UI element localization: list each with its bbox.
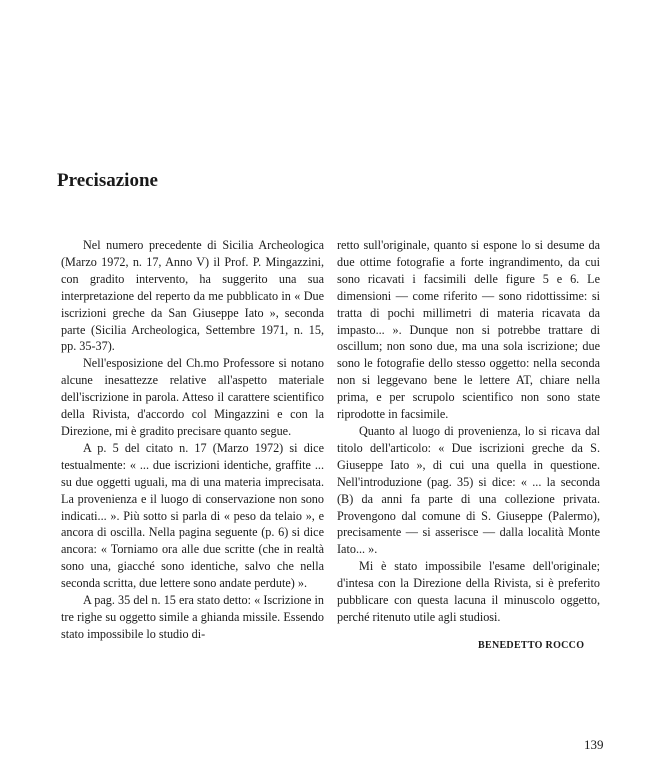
paragraph: A pag. 35 del n. 15 era stato detto: « Iscrizione in tre righe su oggetto simile a ghianda missile. Essendo stato impossibile lo studio di- [61,593,324,641]
right-column [337,237,600,626]
paragraph: Mi è stato impossibile l'esame dell'originale; d'intesa con la Direzione della Rivista, si è preferito pubblicare con questa lacuna il minuscolo oggetto, perché ritenuto utile agli studiosi. [337,559,600,624]
article-title: Precisazione [57,170,158,191]
paragraph: Quanto al luogo di provenienza, lo si ricava dal titolo dell'articolo: « Due iscrizioni greche da S. Giuseppe Iato », di cui una quella in questione. Nell'introduzione (pag. 35) si dice: « ... la seconda (B) da anni fa parte di una collezione privata. Provengono dal comune di S. Giuseppe (Palermo), precisamente — si asserisce — dalla località Monte Iato... ». [337,423,600,557]
author-signature: BENEDETTO ROCCO [478,640,585,651]
paragraph: A p. 5 del citato n. 17 (Marzo 1972) si dice testualmente: « ... due iscrizioni identiche, graffite ... su due oggetti uguali, ma di una materia imprecisata. La provenienza e il luogo di conservazione non sono indicati... ». Più sotto si parla di « peso da telaio », e ancora di oscilla. Nella pagina seguente (p. 6) si dice ancora: « Torniamo ora alle due scritte (che in realtà sono una, giacché sono identiche, salvo che nella seconda scritta, due lettere sono andate perdute) ». [61,440,324,591]
paragraph: Nel numero precedente di Sicilia Archeologica (Marzo 1972, n. 17, Anno V) il Prof. P. Mingazzini, con gradito intervento, ha suggerito una sua interpretazione del reperto da me pubblicato in « Due iscrizioni greche da San Giuseppe Iato », seconda parte (Sicilia Archeologica, Settembre 1971, n. 15, pp. 35-37). [61,238,324,354]
paragraph: Nell'esposizione del Ch.mo Professore si notano alcune inesattezze relative all'aspetto materiale dell'iscrizione in parola. Atteso il carattere scientifico della Rivista, d'accordo col Mingazzini e con la Direzione, mi è gradito precisare quanto segue. [61,356,324,438]
left-column [61,237,324,643]
page-number: 139 [584,737,604,752]
paragraph-continued: retto sull'originale, quanto si espone lo si desume da due ottime fotografie a forte ingrandimento, da cui sono ricavati i facsimili delle figure 5 e 6. Le dimensioni — come riferito — sono ridottissime: si tratta di pochi millimetri di materia ricavata da impasto... ». Dunque non si potrebbe trattare di oscillum; non sono due, ma una sola iscrizione; due sono le fotografie dello stesso oggetto: nella seconda non si leggevano bene le lettere AT, chiare nella prima, e per scrupolo scientifico non sono state riprodotte in facsimile. [337,238,600,422]
